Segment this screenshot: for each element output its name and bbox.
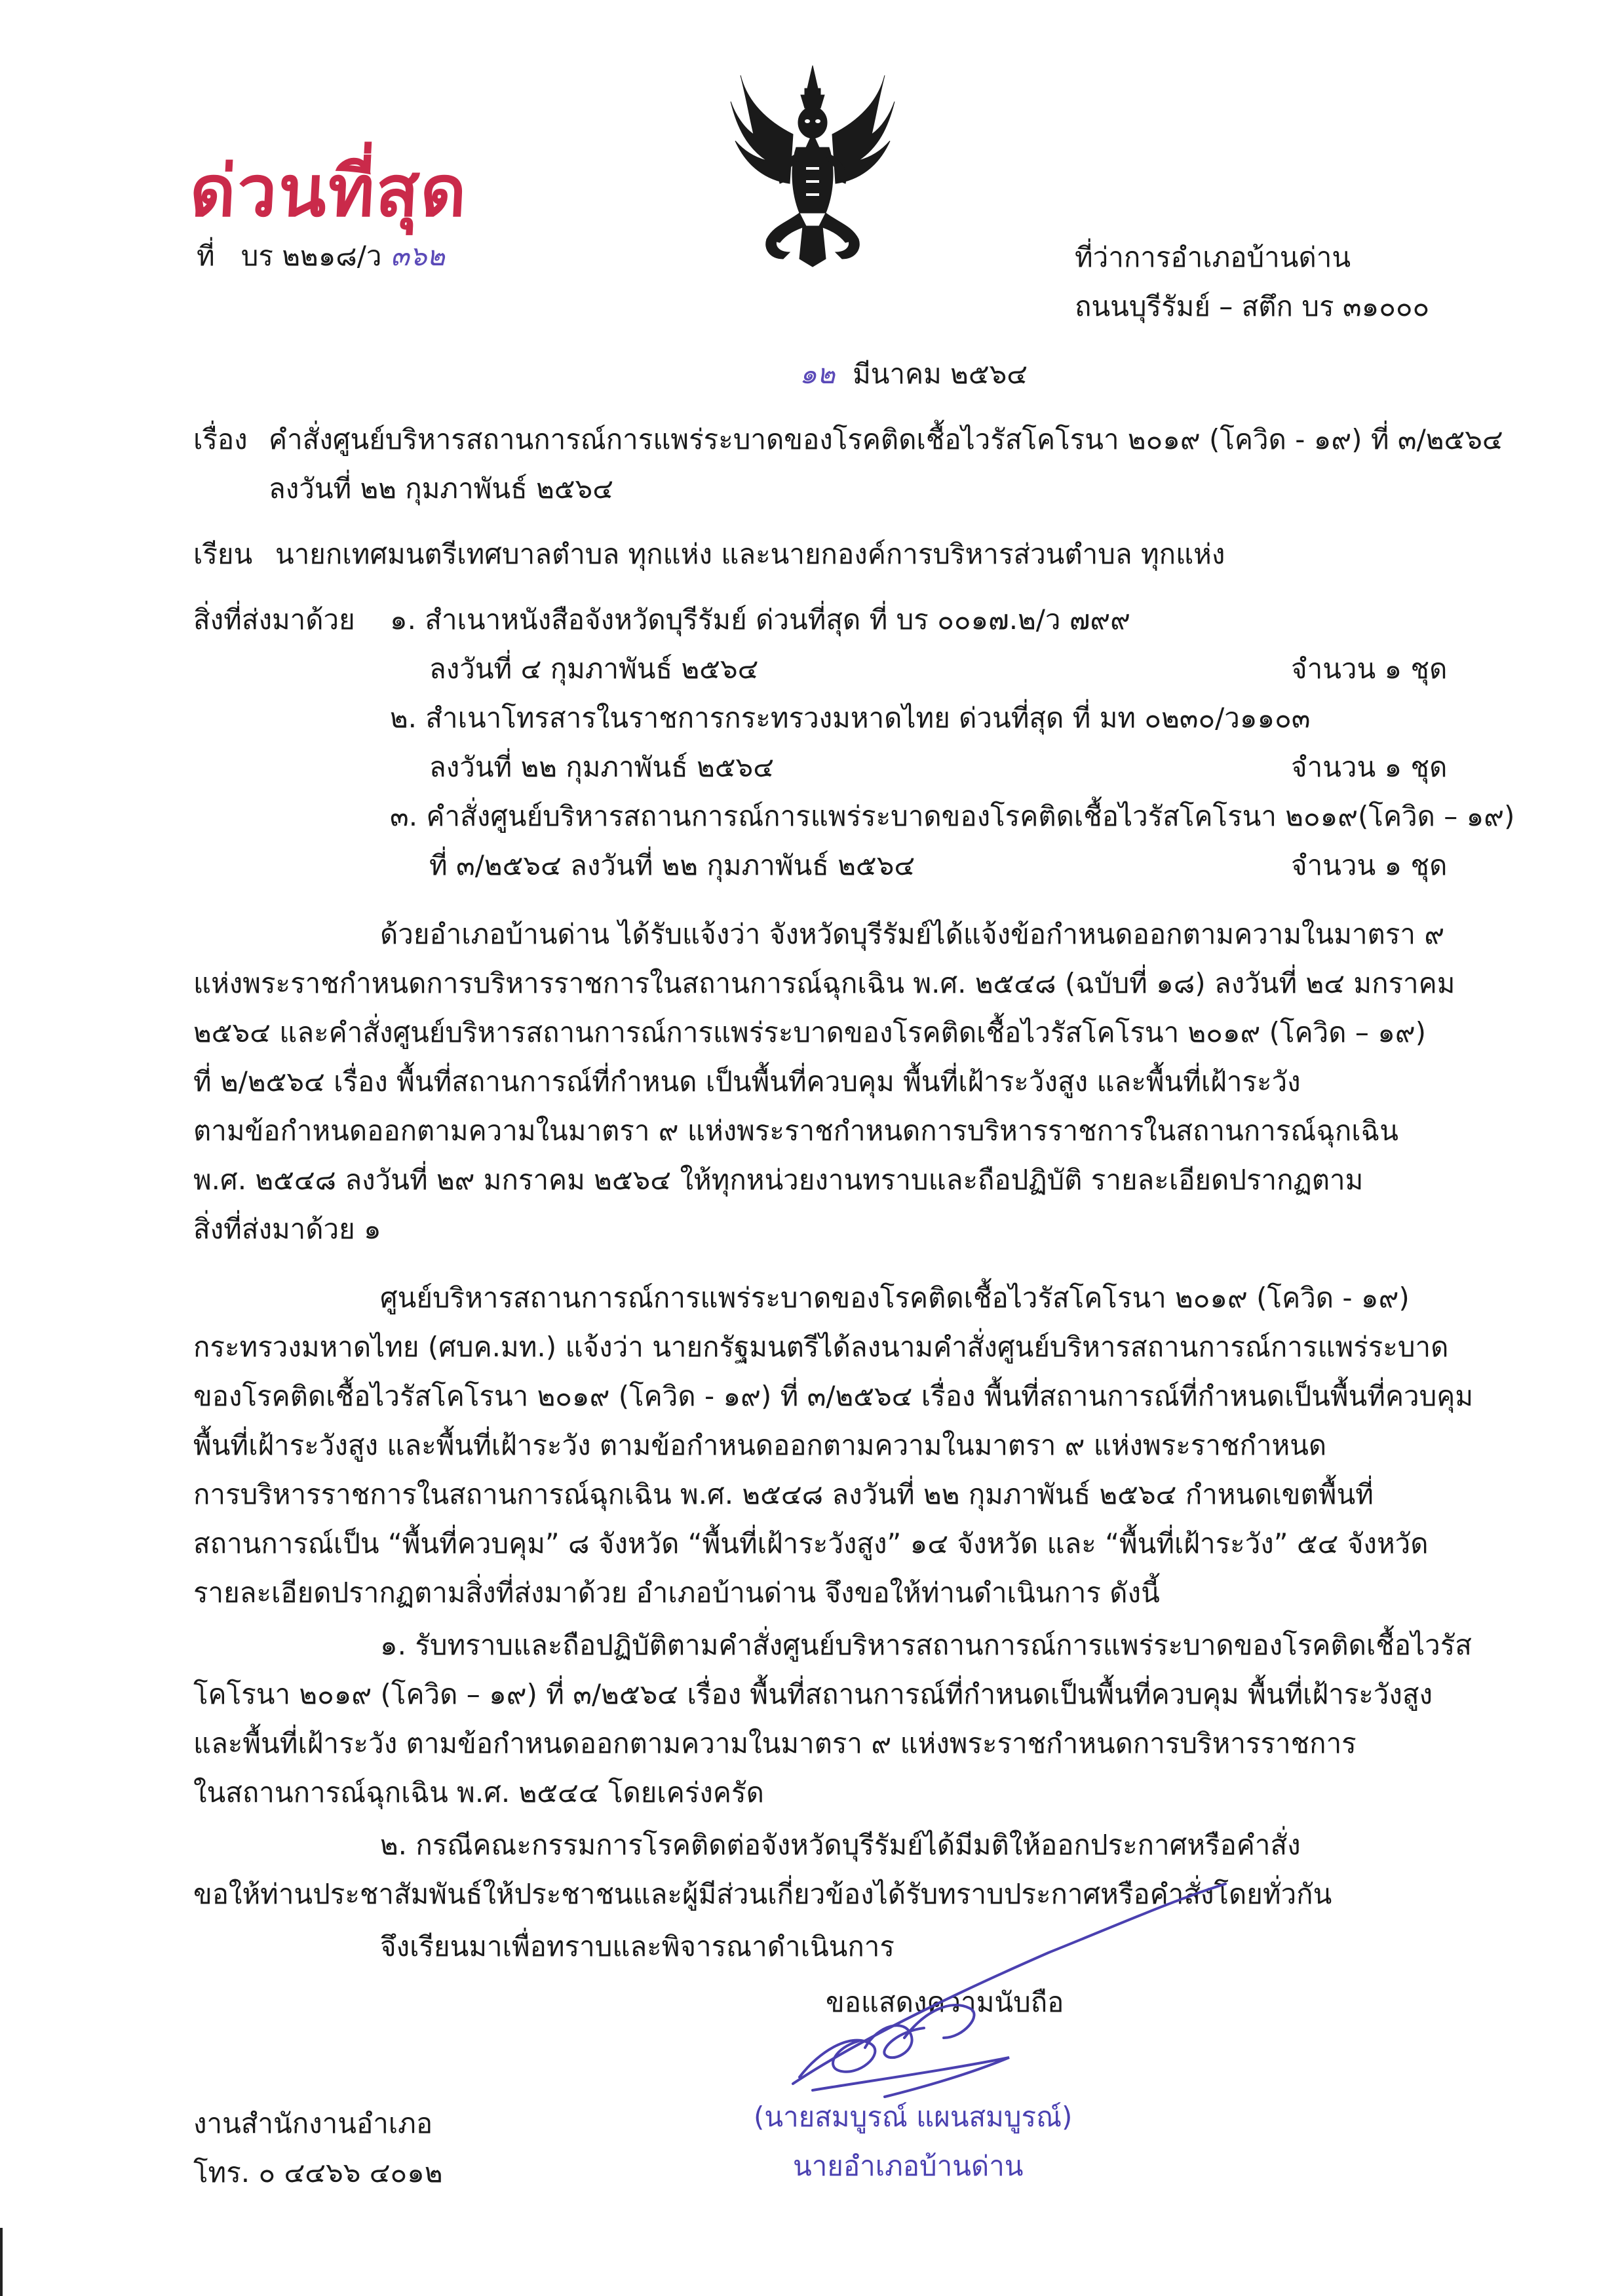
enclosure-1-line-1: ๑. สำเนาหนังสือจังหวัดบุรีรัมย์ ด่วนที่สุด ที่ บร ๐๐๑๗.๒/ว ๗๙๙ (390, 603, 1130, 636)
subject-line-2: ลงวันที่ ๒๒ กุมภาพันธ์ ๒๕๖๔ (269, 472, 613, 505)
para2-line: กระทรวงมหาดไทย (ศบค.มท.) แจ้งว่า นายกรัฐมนตรีได้ลงนามคำสั่งศูนย์บริหารสถานการณ์การแพร่ระบาด (193, 1331, 1449, 1363)
doc-number-prefix: บร ๒๒๑๘/ว (241, 240, 382, 272)
enclosures-label: สิ่งที่ส่งมาด้วย (193, 603, 355, 636)
para1-line: แห่งพระราชกำหนดการบริหารราชการในสถานการณ์ฉุกเฉิน พ.ศ. ๒๕๔๘ (ฉบับที่ ๑๘) ลงวันที่ ๒๔ มกราคม (193, 967, 1455, 999)
para1-line: ด้วยอำเภอบ้านด่าน ได้รับแจ้งว่า จังหวัดบุรีรัมย์ได้แจ้งข้อกำหนดออกตามความในมาตรา ๙ (380, 918, 1445, 950)
subject-line-1: คำสั่งศูนย์บริหารสถานการณ์การแพร่ระบาดของโรคติดเชื้อไวรัสโคโรนา ๒๐๑๙ (โควิด - ๑๙) ที่ ๓/๒๕๖๔ (269, 423, 1503, 455)
para1-line: พ.ศ. ๒๕๔๘ ลงวันที่ ๒๙ มกราคม ๒๕๖๔ ให้ทุกหน่วยงานทราบและถือปฏิบัติ รายละเอียดปรากฏตาม (193, 1164, 1364, 1196)
recipient-text: นายกเทศมนตรีเทศบาลตำบล ทุกแห่ง และนายกองค์การบริหารส่วนตำบล ทุกแห่ง (275, 538, 1225, 570)
para2-line: การบริหารราชการในสถานการณ์ฉุกเฉิน พ.ศ. ๒๕๔๘ ลงวันที่ ๒๒ กุมภาพันธ์ ๒๕๖๔ กำหนดเขตพื้นที่ (193, 1478, 1374, 1510)
footer-tel: โทร. ๐ ๔๔๖๖ ๔๐๑๒ (193, 2156, 443, 2189)
para2-line: ศูนย์บริหารสถานการณ์การแพร่ระบาดของโรคติดเชื้อไวรัสโคโรนา ๒๐๑๙ (โควิด - ๑๙) (380, 1282, 1410, 1314)
enclosure-3-line-1: ๓. คำสั่งศูนย์บริหารสถานการณ์การแพร่ระบาดของโรคติดเชื้อไวรัสโคโรนา ๒๐๑๙(โควิด – ๑๙) (390, 800, 1515, 832)
doc-number-label: ที่ (197, 240, 215, 272)
sender-office: ที่ว่าการอำเภอบ้านด่าน (1075, 241, 1351, 273)
enclosure-1-qty: จำนวน ๑ ชุด (1291, 653, 1448, 685)
para4-line: ๒. กรณีคณะกรรมการโรคติดต่อจังหวัดบุรีรัมย์ได้มีมติให้ออกประกาศหรือคำสั่ง (380, 1829, 1301, 1861)
para1-line: สิ่งที่ส่งมาด้วย ๑ (193, 1213, 381, 1245)
signatory-name: (นายสมบูรณ์ แผนสมบูรณ์) (754, 2101, 1073, 2133)
enclosure-1-line-2: ลงวันที่ ๔ กุมภาพันธ์ ๒๕๖๔ (429, 653, 759, 685)
enclosure-3-line-2: ที่ ๓/๒๕๖๔ ลงวันที่ ๒๒ กุมภาพันธ์ ๒๕๖๔ (429, 849, 915, 881)
recipient-label: เรียน (193, 538, 253, 570)
para1-line: ที่ ๒/๒๕๖๔ เรื่อง พื้นที่สถานการณ์ที่กำหนด เป็นพื้นที่ควบคุม พื้นที่เฝ้าระวังสูง และพื้นที่เฝ้าระวัง (193, 1065, 1301, 1098)
para1-line: ตามข้อกำหนดออกตามความในมาตรา ๙ แห่งพระราชกำหนดการบริหารราชการในสถานการณ์ฉุกเฉิน (193, 1115, 1398, 1147)
para3-line: โคโรนา ๒๐๑๙ (โควิด – ๑๙) ที่ ๓/๒๕๖๔ เรื่อง พื้นที่สถานการณ์ที่กำหนดเป็นพื้นที่ควบคุม พื้นที่เฝ้าระวังสูง (193, 1678, 1433, 1710)
enclosure-2-line-2: ลงวันที่ ๒๒ กุมภาพันธ์ ๒๕๖๔ (429, 751, 774, 783)
para3-line: และพื้นที่เฝ้าระวัง ตามข้อกำหนดออกตามความในมาตรา ๙ แห่งพระราชกำหนดการบริหารราชการ (193, 1727, 1357, 1759)
para2-line: สถานการณ์เป็น “พื้นที่ควบคุม” ๘ จังหวัด “พื้นที่เฝ้าระวังสูง” ๑๔ จังหวัด และ “พื้นที่เฝ้าระวัง” ๕๔ จังหวัด (193, 1527, 1429, 1559)
para4-line: ขอให้ท่านประชาสัมพันธ์ให้ประชาชนและผู้มีส่วนเกี่ยวข้องได้รับทราบประกาศหรือคำสั่งโดยทั่วกัน (193, 1878, 1332, 1910)
date-day: ๑๒ (799, 358, 836, 390)
para2-line: ของโรคติดเชื้อไวรัสโคโรนา ๒๐๑๙ (โควิด - ๑๙) ที่ ๓/๒๕๖๔ เรื่อง พื้นที่สถานการณ์ที่กำหนดเป็นพื้นที่ควบคุม (193, 1380, 1474, 1412)
para1-line: ๒๕๖๔ และคำสั่งศูนย์บริหารสถานการณ์การแพร่ระบาดของโรคติดเชื้อไวรัสโคโรนา ๒๐๑๙ (โควิด – ๑๙) (193, 1016, 1427, 1048)
signature-icon (773, 1881, 1232, 2103)
date-month-year: มีนาคม ๒๕๖๔ (853, 358, 1028, 390)
footer-unit: งานสำนักงานอำเภอ (193, 2107, 433, 2139)
enclosure-2-line-1: ๒. สำเนาโทรสารในราชการกระทรวงมหาดไทย ด่วนที่สุด ที่ มท ๐๒๓๐/ว๑๑๐๓ (390, 702, 1311, 734)
enclosure-2-qty: จำนวน ๑ ชุด (1291, 751, 1448, 783)
sender-address: ถนนบุรีรัมย์ – สตึก บร ๓๑๐๐๐ (1075, 290, 1430, 322)
closing-line: จึงเรียนมาเพื่อทราบและพิจารณาดำเนินการ (380, 1930, 895, 1962)
para3-line: ในสถานการณ์ฉุกเฉิน พ.ศ. ๒๕๔๔ โดยเคร่งครัด (193, 1776, 764, 1808)
para2-line: รายละเอียดปรากฏตามสิ่งที่ส่งมาด้วย อำเภอบ้านด่าน จึงขอให้ท่านดำเนินการ ดังนี้ (193, 1577, 1160, 1609)
signatory-position: นายอำเภอบ้านด่าน (793, 2150, 1024, 2182)
doc-number-handwritten: ๓๖๒ (390, 240, 445, 272)
doc-number-line (197, 242, 445, 270)
enclosure-3-qty: จำนวน ๑ ชุด (1291, 849, 1448, 881)
para3-line: ๑. รับทราบและถือปฏิบัติตามคำสั่งศูนย์บริหารสถานการณ์การแพร่ระบาดของโรคติดเชื้อไวรัส (380, 1629, 1472, 1661)
doc-date (799, 360, 1028, 388)
garuda-emblem-icon (727, 62, 898, 269)
para2-line: พื้นที่เฝ้าระวังสูง และพื้นที่เฝ้าระวัง ตามข้อกำหนดออกตามความในมาตรา ๙ แห่งพระราชกำหนด (193, 1429, 1327, 1461)
courtesy-line: ขอแสดงความนับถือ (826, 1986, 1064, 2018)
scan-edge-mark (0, 2228, 3, 2296)
urgency-stamp: ด่วนที่สุด (187, 151, 471, 233)
subject-label: เรื่อง (193, 423, 248, 455)
